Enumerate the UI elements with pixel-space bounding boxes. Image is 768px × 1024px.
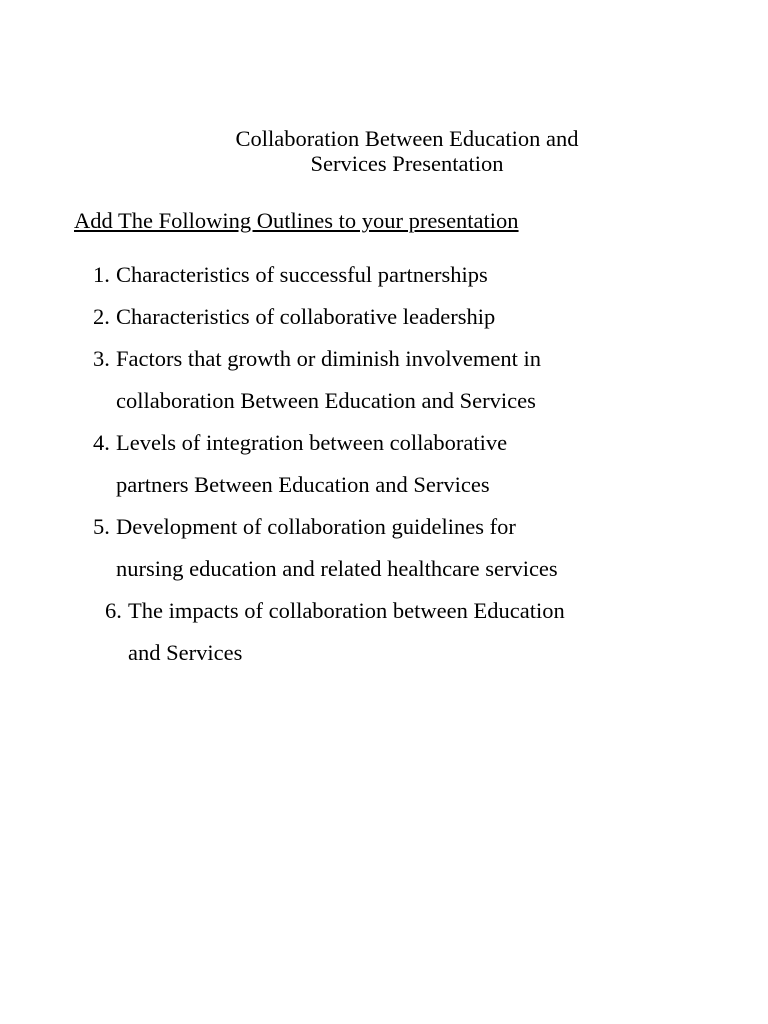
title-line-2: Services Presentation bbox=[310, 151, 504, 176]
outline-item-text: Characteristics of successful partnerships bbox=[116, 262, 488, 287]
outline-item-text: The impacts of collaboration between Education bbox=[128, 598, 565, 623]
outline-item-3 bbox=[93, 338, 541, 422]
outline-item-number: 1. bbox=[93, 262, 110, 287]
outline-item-text: Development of collaboration guidelines for bbox=[116, 514, 516, 539]
outline-item-4 bbox=[93, 422, 507, 506]
outline-item-text-continued: partners Between Education and Services bbox=[116, 472, 490, 497]
outline-item-text-continued: nursing education and related healthcare services bbox=[116, 556, 558, 581]
title-line-1: Collaboration Between Education and bbox=[235, 126, 579, 151]
outline-item-text: Factors that growth or diminish involvement in bbox=[116, 346, 541, 371]
outline-item-number: 4. bbox=[93, 430, 110, 455]
document-title bbox=[0, 126, 768, 176]
outline-item-text-continued: and Services bbox=[128, 640, 243, 665]
outline-item-number: 3. bbox=[93, 346, 110, 371]
outline-item-6 bbox=[105, 590, 565, 674]
outline-item-1 bbox=[93, 254, 488, 296]
outline-instruction-heading: Add The Following Outlines to your presentation bbox=[74, 208, 519, 233]
outline-item-number: 2. bbox=[93, 304, 110, 329]
outline-item-text: Characteristics of collaborative leadership bbox=[116, 304, 496, 329]
outline-item-number: 5. bbox=[93, 514, 110, 539]
outline-item-2 bbox=[93, 296, 495, 338]
outline-item-number: 6. bbox=[105, 598, 122, 623]
outline-item-text-continued: collaboration Between Education and Services bbox=[116, 388, 536, 413]
outline-item-5 bbox=[93, 506, 558, 590]
outline-item-text: Levels of integration between collaborative bbox=[116, 430, 508, 455]
